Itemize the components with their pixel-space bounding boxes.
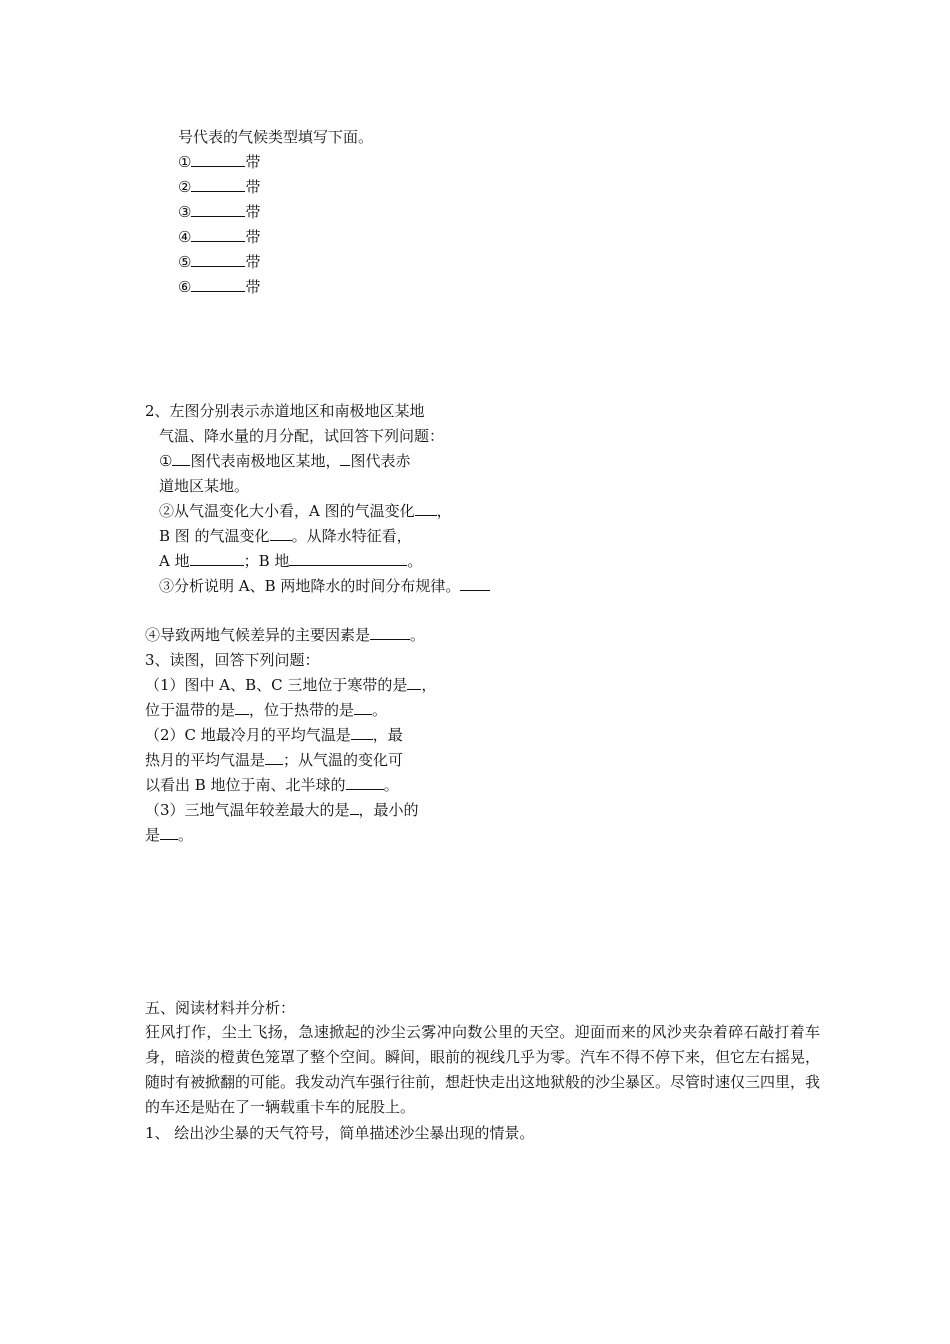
answer-blank[interactable] (235, 700, 249, 715)
q3-line-4: 热月的平均气温是 ；从气温的变化可 (145, 751, 404, 769)
answer-blank[interactable] (370, 625, 410, 640)
q2-line-6: B 图 的气温变化 。从降水特征看， (159, 527, 412, 545)
q1-item-2: ② 带 (178, 178, 261, 196)
answer-blank[interactable] (172, 451, 190, 466)
q2-line-9: ④导致两地气候差异的主要因素是 。 (145, 626, 426, 644)
q1-item-1: ① 带 (178, 153, 261, 171)
q2-line-7: A 地 ；B 地 。 (159, 552, 423, 570)
section5-title: 五、阅读材料并分析： (145, 999, 296, 1017)
q3-line-7: 是 。 (145, 826, 194, 844)
q3-line-1: （1）图中 A、B、C 三地位于寒带的是 ， (145, 676, 437, 694)
answer-blank[interactable] (191, 227, 245, 242)
answer-blank[interactable] (289, 551, 407, 566)
q1-item-3: ③ 带 (178, 203, 261, 221)
answer-blank[interactable] (190, 551, 244, 566)
q1-item-6: ⑥ 带 (178, 278, 261, 296)
q2-line-5: ②从气温变化大小看，A 图的气温变化 ， (159, 502, 452, 520)
answer-blank[interactable] (340, 451, 350, 466)
q2-line-1: 2、左图分别表示赤道地区和南极地区某地 (145, 402, 425, 420)
section5-question-1: 1、 绘出沙尘暴的天气符号，简单描述沙尘暴出现的情景。 (145, 1124, 535, 1142)
answer-blank[interactable] (346, 775, 384, 790)
answer-blank[interactable] (354, 700, 372, 715)
answer-blank[interactable] (407, 675, 421, 690)
answer-blank[interactable] (191, 202, 245, 217)
answer-blank[interactable] (270, 526, 292, 541)
q3-line-6: （3）三地气温年较差最大的是 ，最小的 (145, 801, 419, 819)
q1-item-4: ④ 带 (178, 228, 261, 246)
q3-title: 3、读图，回答下列问题： (145, 651, 320, 669)
q2-line-8: ③分析说明 A、B 两地降水的时间分布规律。 (159, 576, 490, 596)
q3-line-2: 位于温带的是 ，位于热带的是 。 (145, 701, 388, 719)
answer-blank[interactable] (351, 725, 373, 740)
answer-blank[interactable] (191, 177, 245, 192)
answer-blank[interactable] (265, 750, 283, 765)
answer-blank[interactable] (191, 277, 245, 292)
q3-line-3: （2）C 地最冷月的平均气温是 ，最 (145, 726, 403, 744)
answer-blank[interactable] (415, 501, 437, 516)
answer-blank[interactable] (460, 576, 490, 591)
q2-line-4: 道地区某地。 (159, 477, 250, 495)
q3-line-5: 以看出 B 地位于南、北半球的 。 (145, 776, 399, 794)
q2-line-3: ① 图代表南极地区某地， 图代表赤 (159, 452, 411, 470)
answer-blank[interactable] (191, 252, 245, 267)
section5-passage: 狂风打作，尘土飞扬，急速掀起的沙尘云雾冲向数公里的天空。迎面而来的风沙夹杂着碎石敲打着车身，暗淡的橙黄色笼罩了整个空间。瞬间，眼前的视线几乎为零。汽车不得不停下来，但它左右摇晃，随时有被掀翻的可能。我发动汽车强行往前，想赶快走出这地狱般的沙尘暴区。尽管时速仅三四里，我的车还是贴在了一辆载重卡车的屁股上。 (145, 1023, 821, 1116)
answer-blank[interactable] (350, 800, 359, 815)
q1-item-5: ⑤ 带 (178, 253, 261, 271)
answer-blank[interactable] (160, 825, 178, 840)
q2-line-2: 气温、降水量的月分配，试回答下列问题： (159, 427, 445, 445)
q1-intro: 号代表的气候类型填写下面。 (178, 128, 374, 146)
answer-blank[interactable] (191, 152, 245, 167)
